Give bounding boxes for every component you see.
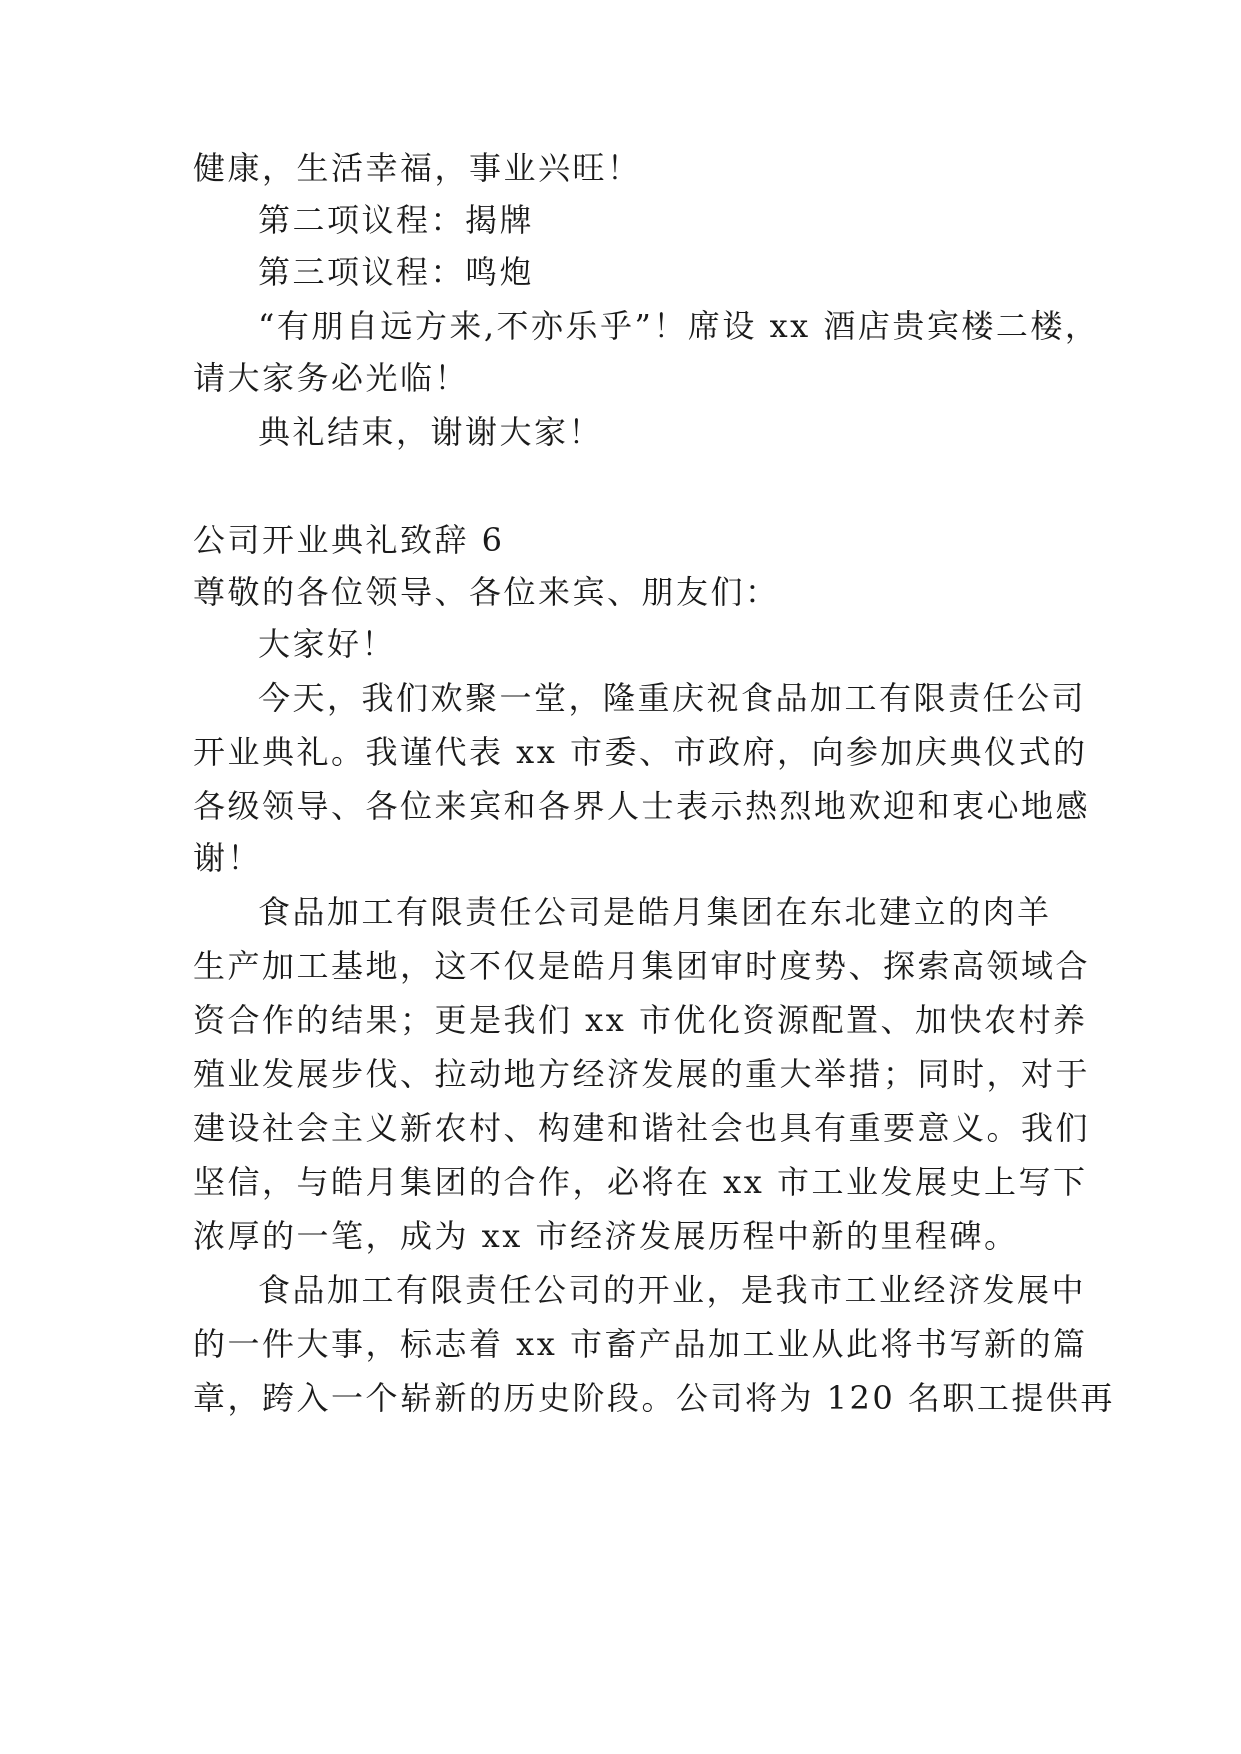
closing-line: 典礼结束，谢谢大家！	[258, 413, 604, 451]
text-line: 资合作的结果；更是我们 xx 市优化资源配置、加快农村养	[193, 1001, 1088, 1039]
text-line: 健康，生活幸福，事业兴旺！	[193, 149, 642, 187]
agenda-item: 第三项议程：鸣炮	[258, 253, 535, 291]
text-line: 坚信，与皓月集团的合作，必将在 xx 市工业发展史上写下	[193, 1163, 1088, 1201]
text-line: 请大家务必光临！	[193, 359, 470, 397]
text-line: “有朋自远方来,不亦乐乎”！席设 xx 酒店贵宾楼二楼，	[258, 307, 1100, 345]
salutation: 尊敬的各位领导、各位来宾、朋友们：	[193, 573, 780, 611]
text-line: 生产加工基地，这不仅是皓月集团审时度势、探索高领域合	[193, 947, 1091, 985]
text-line: 的一件大事，标志着 xx 市畜产品加工业从此将书写新的篇	[193, 1325, 1088, 1363]
text-line: 食品加工有限责任公司的开业，是我市工业经济发展中	[258, 1271, 1087, 1309]
text-line: 浓厚的一笔，成为 xx 市经济发展历程中新的里程碑。	[193, 1217, 1019, 1255]
text-line: 开业典礼。我谨代表 xx 市委、市政府，向参加庆典仪式的	[193, 733, 1088, 771]
text-line: 今天，我们欢聚一堂，隆重庆祝食品加工有限责任公司	[258, 679, 1087, 717]
text-line: 食品加工有限责任公司是皓月集团在东北建立的肉羊	[258, 893, 1052, 931]
text-line: 谢！	[193, 839, 263, 877]
text-line: 建设社会主义新农村、构建和谐社会也具有重要意义。我们	[193, 1109, 1091, 1147]
section-title: 公司开业典礼致辞 6	[193, 521, 505, 559]
agenda-item: 第二项议程：揭牌	[258, 201, 535, 239]
greeting: 大家好！	[258, 625, 397, 663]
text-line: 殖业发展步伐、拉动地方经济发展的重大举措；同时，对于	[193, 1055, 1091, 1093]
text-line: 章，跨入一个崭新的历史阶段。公司将为 120 名职工提供再	[193, 1379, 1115, 1417]
text-line: 各级领导、各位来宾和各界人士表示热烈地欢迎和衷心地感	[193, 787, 1091, 825]
